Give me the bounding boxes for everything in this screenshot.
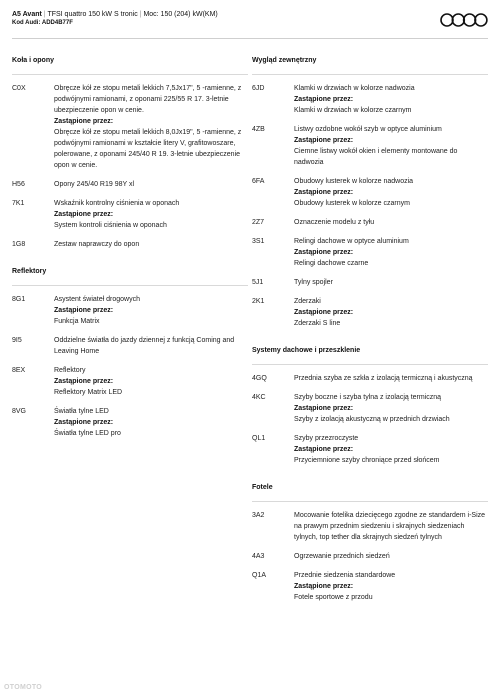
title-separator: | — [43, 11, 46, 18]
equipment-item — [12, 398, 248, 439]
equipment-item — [12, 190, 248, 231]
equipment-item — [12, 231, 248, 250]
equipment-details — [54, 198, 248, 231]
equipment-item — [12, 357, 248, 398]
audi-rings-logo-icon — [440, 12, 488, 28]
replacement-label: Zastąpione przez: — [294, 405, 354, 412]
equipment-code: 4A3 — [252, 553, 265, 560]
replacement-description: Fotele sportowe z przodu — [294, 594, 373, 601]
section-kola-i-opony — [12, 46, 248, 250]
section-wyglad-zewnetrzny — [252, 46, 488, 329]
equipment-details — [294, 277, 488, 288]
equipment-code: 2K1 — [252, 298, 265, 305]
equipment-item — [252, 365, 488, 384]
equipment-description: Przednie siedzenia standardowe — [294, 572, 396, 579]
equipment-details — [294, 176, 488, 209]
replacement-label: Zastąpione przez: — [54, 307, 114, 314]
equipment-details — [54, 406, 248, 439]
equipment-code: H56 — [12, 181, 25, 188]
equipment-description: Szyby boczne i szyba tylna z izolacją termiczną — [294, 394, 442, 401]
equipment-code: 8G1 — [12, 296, 26, 303]
equipment-description: Zderzaki — [294, 298, 321, 305]
replacement-description: Funkcja Matrix — [54, 318, 100, 325]
replacement-description: Szyby z izolacją akustyczną w przednich drzwiach — [294, 416, 450, 423]
equipment-item — [252, 209, 488, 228]
equipment-description: Listwy ozdobne wokół szyb w optyce aluminium — [294, 126, 442, 133]
equipment-code: 6JD — [252, 85, 265, 92]
equipment-details — [54, 83, 248, 171]
equipment-code: 6FA — [252, 178, 265, 185]
equipment-item — [12, 171, 248, 190]
replacement-label: Zastąpione przez: — [294, 249, 354, 256]
equipment-description: Przednia szyba ze szkła z izolacją termiczną i akustyczną — [294, 375, 473, 382]
replacement-label: Zastąpione przez: — [294, 189, 354, 196]
equipment-code: 4ZB — [252, 126, 265, 133]
replacement-label: Zastąpione przez: — [294, 137, 354, 144]
replacement-description: Przyciemnione szyby chroniące przed słońcem — [294, 457, 440, 464]
replacement-description: Reflektory Matrix LED — [54, 389, 123, 396]
equipment-code: 4GQ — [252, 375, 267, 382]
equipment-details — [294, 373, 488, 384]
equipment-code: 3A2 — [252, 512, 265, 519]
equipment-description: Obudowy lusterek w kolorze nadwozia — [294, 178, 414, 185]
equipment-code: 2Z7 — [252, 219, 265, 226]
replacement-label: Zastąpione przez: — [294, 309, 354, 316]
equipment-code: 9I5 — [12, 337, 22, 344]
equipment-description: Asystent świateł drogowych — [54, 296, 140, 303]
equipment-details — [294, 433, 488, 466]
equipment-item — [252, 75, 488, 116]
equipment-item — [252, 543, 488, 562]
equipment-description: Ogrzewanie przednich siedzeń — [294, 553, 390, 560]
equipment-details — [294, 124, 488, 168]
equipment-details — [54, 335, 248, 357]
title-separator: | — [139, 11, 142, 18]
equipment-description: Opony 245/40 R19 98Y xl — [54, 181, 135, 188]
equipment-item — [12, 75, 248, 171]
equipment-description: Oddzielne światła do jazdy dziennej z funkcją Coming and Leaving Home — [54, 337, 235, 355]
left-column — [12, 46, 248, 447]
equipment-details — [294, 510, 488, 543]
replacement-label: Zastąpione przez: — [294, 96, 354, 103]
equipment-item — [252, 116, 488, 168]
equipment-details — [54, 365, 248, 398]
replacement-label: Zastąpione przez: — [294, 446, 354, 453]
section-title: Fotele — [252, 474, 488, 502]
section-title: Systemy dachowe i przeszklenie — [252, 337, 488, 365]
equipment-description: Światła tylne LED — [54, 408, 109, 415]
equipment-description: Mocowanie fotelika dziecięcego zgodne ze standardem i-Size na prawym przednim siedzeniu i skrajnych siedzeniach tylnych, top tether dla skrajnych siedzeń tylnych — [294, 512, 486, 541]
equipment-description: Szyby przezroczyste — [294, 435, 359, 442]
equipment-details — [294, 296, 488, 329]
replacement-description: Klamki w drzwiach w kolorze czarnym — [294, 107, 412, 114]
replacement-description: Ciemne listwy wokół okien i elementy montowane do nadwozia — [294, 148, 458, 166]
replacement-label: Zastąpione przez: — [54, 118, 114, 125]
equipment-details — [54, 239, 248, 250]
equipment-description: Wskaźnik kontrolny ciśnienia w oponach — [54, 200, 180, 207]
equipment-code: 7K1 — [12, 200, 25, 207]
equipment-item — [252, 288, 488, 329]
replacement-description: Relingi dachowe czarne — [294, 260, 369, 267]
equipment-description: Obręcze kół ze stopu metali lekkich 7,5Jx17", 5 -ramienne, z podwójnymi ramionami, z oponami 225/55 R 17. 3-letnie ubezpieczenie opon w cenie. — [54, 85, 242, 114]
equipment-description: Oznaczenie modelu z tyłu — [294, 219, 375, 226]
replacement-description: Obudowy lusterek w kolorze czarnym — [294, 200, 410, 207]
equipment-item — [252, 384, 488, 425]
replacement-description: Zderzaki S line — [294, 320, 341, 327]
equipment-details — [54, 179, 248, 190]
replacement-description: Obręcze kół ze stopu metali lekkich 8,0Jx19", 5 -ramienne, z podwójnymi ramionami w kształcie litery V, grafitowoszare, polerowane, z oponami 245/40 R 19. 3-letnie ubezpieczenie opon w cenie. — [54, 129, 242, 169]
engine-description: TFSI quattro 150 kW S tronic — [47, 11, 138, 18]
replacement-label: Zastąpione przez: — [54, 378, 114, 385]
equipment-item — [252, 562, 488, 603]
equipment-item — [12, 327, 248, 357]
equipment-code: C0X — [12, 85, 26, 92]
equipment-details — [294, 83, 488, 116]
section-reflektory — [12, 258, 248, 439]
equipment-details — [54, 294, 248, 327]
equipment-code: QL1 — [252, 435, 266, 442]
replacement-label: Zastąpione przez: — [54, 419, 114, 426]
section-title: Wygląd zewnętrzny — [252, 46, 488, 75]
equipment-details — [294, 570, 488, 603]
audi-code: Kod Audi: ADD4B77F — [12, 20, 73, 26]
equipment-details — [294, 217, 488, 228]
equipment-description: Zestaw naprawczy do opon — [54, 241, 140, 248]
document-header — [12, 10, 488, 36]
right-column — [252, 46, 488, 611]
equipment-code: 8EX — [12, 367, 26, 374]
equipment-description: Klamki w drzwiach w kolorze nadwozia — [294, 85, 415, 92]
replacement-description: Światła tylne LED pro — [54, 430, 121, 437]
replacement-label: Zastąpione przez: — [294, 583, 354, 590]
equipment-code: 3S1 — [252, 238, 265, 245]
equipment-item — [252, 502, 488, 543]
equipment-code: 4KC — [252, 394, 266, 401]
equipment-description: Tylny spojler — [294, 279, 333, 286]
section-fotele — [252, 474, 488, 603]
equipment-description: Reflektory — [54, 367, 86, 374]
section-systemy-dachowe-i-przeszklenie — [252, 337, 488, 466]
power-rating: Moc: 150 (204) kW(KM) — [143, 11, 218, 18]
replacement-label: Zastąpione przez: — [54, 211, 114, 218]
equipment-item — [252, 425, 488, 466]
equipment-details — [294, 392, 488, 425]
replacement-description: System kontroli ciśnienia w oponach — [54, 222, 167, 229]
equipment-description: Relingi dachowe w optyce aluminium — [294, 238, 409, 245]
model-name: A5 Avant — [12, 11, 42, 18]
vehicle-title — [12, 10, 488, 19]
equipment-item — [12, 286, 248, 327]
equipment-code: 8VG — [12, 408, 27, 415]
header-divider — [12, 38, 488, 39]
equipment-details — [294, 551, 488, 562]
section-title: Koła i opony — [12, 46, 248, 75]
equipment-details — [294, 236, 488, 269]
equipment-code: Q1A — [252, 572, 267, 579]
section-title: Reflektory — [12, 258, 248, 286]
equipment-item — [252, 269, 488, 288]
equipment-code: 1G8 — [12, 241, 26, 248]
watermark: OTOMOTO — [4, 684, 43, 691]
equipment-code: 5J1 — [252, 279, 264, 286]
equipment-item — [252, 228, 488, 269]
equipment-item — [252, 168, 488, 209]
